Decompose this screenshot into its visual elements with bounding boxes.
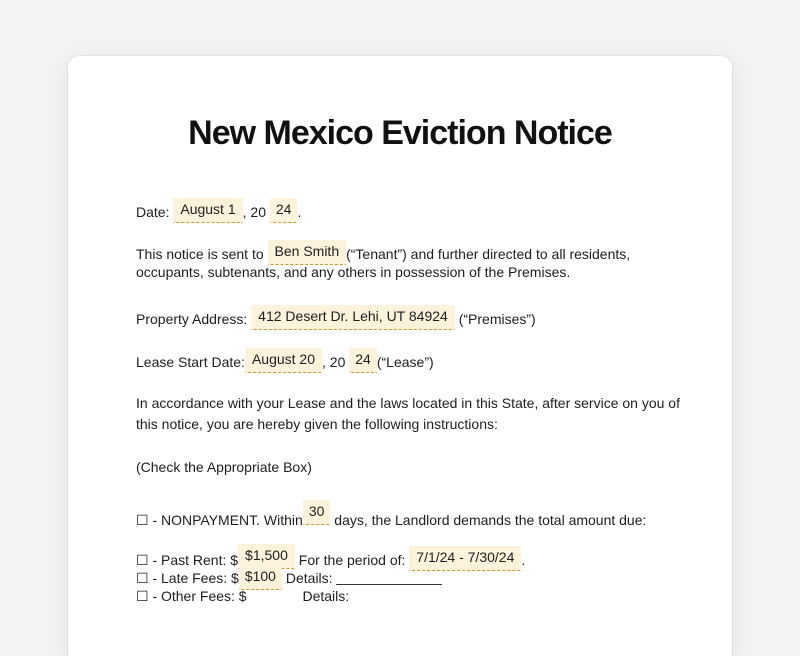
property-line: [136, 305, 696, 330]
notice-prefix: This notice is sent to: [136, 246, 264, 262]
other-fees-line: [136, 586, 696, 607]
other-fees-label: ☐ - Other Fees: $: [136, 588, 247, 604]
late-fees-amount-field[interactable]: $100: [239, 565, 282, 590]
check-box-note: (Check the Appropriate Box): [136, 459, 312, 475]
document-page: [68, 56, 732, 656]
accordance-line-1: In accordance with your Lease and the laws located in this State, after service on you of: [136, 395, 680, 411]
date-year-field[interactable]: 24: [270, 198, 298, 223]
tenant-name-field[interactable]: Ben Smith: [268, 240, 347, 265]
nonpayment-days-field[interactable]: 30: [303, 500, 331, 525]
nonpayment-suffix: days, the Landlord demands the total amount due:: [334, 512, 647, 528]
nonpayment-line: [136, 500, 696, 531]
accordance-line-2: this notice, you are hereby given the following instructions:: [136, 416, 498, 432]
lease-month-day-field[interactable]: August 20: [245, 348, 322, 373]
property-label: Property Address:: [136, 311, 248, 327]
late-fees-label: ☐ - Late Fees: $: [136, 570, 239, 586]
date-label: Date:: [136, 204, 170, 220]
notice-line-2: occupants, subtenants, and any others in possession of the Premises.: [136, 264, 571, 280]
date-month-day-field[interactable]: August 1: [173, 198, 242, 223]
date-year-prefix: , 20: [242, 204, 266, 220]
property-address-field[interactable]: 412 Desert Dr. Lehi, UT 84924: [251, 305, 455, 330]
past-rent-end: .: [521, 552, 526, 568]
past-rent-label: ☐ - Past Rent: $: [136, 552, 239, 568]
date-end: .: [297, 204, 302, 220]
lease-year-prefix: , 20: [322, 354, 346, 370]
lease-line: [136, 348, 696, 373]
notice-suffix: (“Tenant”) and further directed to all residents,: [346, 246, 631, 262]
late-fees-details-label: Details:: [285, 570, 333, 586]
date-line: [136, 198, 696, 223]
other-fees-details-label: Details:: [302, 588, 350, 604]
lease-label: Lease Start Date:: [136, 354, 245, 370]
document-title: New Mexico Eviction Notice: [188, 114, 612, 152]
past-rent-period-field[interactable]: 7/1/24 - 7/30/24: [409, 546, 521, 571]
past-rent-period-label: For the period of:: [298, 552, 406, 568]
nonpayment-prefix: ☐ - NONPAYMENT. Within: [136, 512, 303, 528]
lease-year-field[interactable]: 24: [349, 348, 377, 373]
lease-suffix: (“Lease”): [376, 354, 434, 370]
past-rent-amount-field[interactable]: $1,500: [238, 544, 295, 569]
late-fees-details-blank[interactable]: [336, 570, 442, 585]
property-suffix: (“Premises”): [458, 311, 536, 327]
